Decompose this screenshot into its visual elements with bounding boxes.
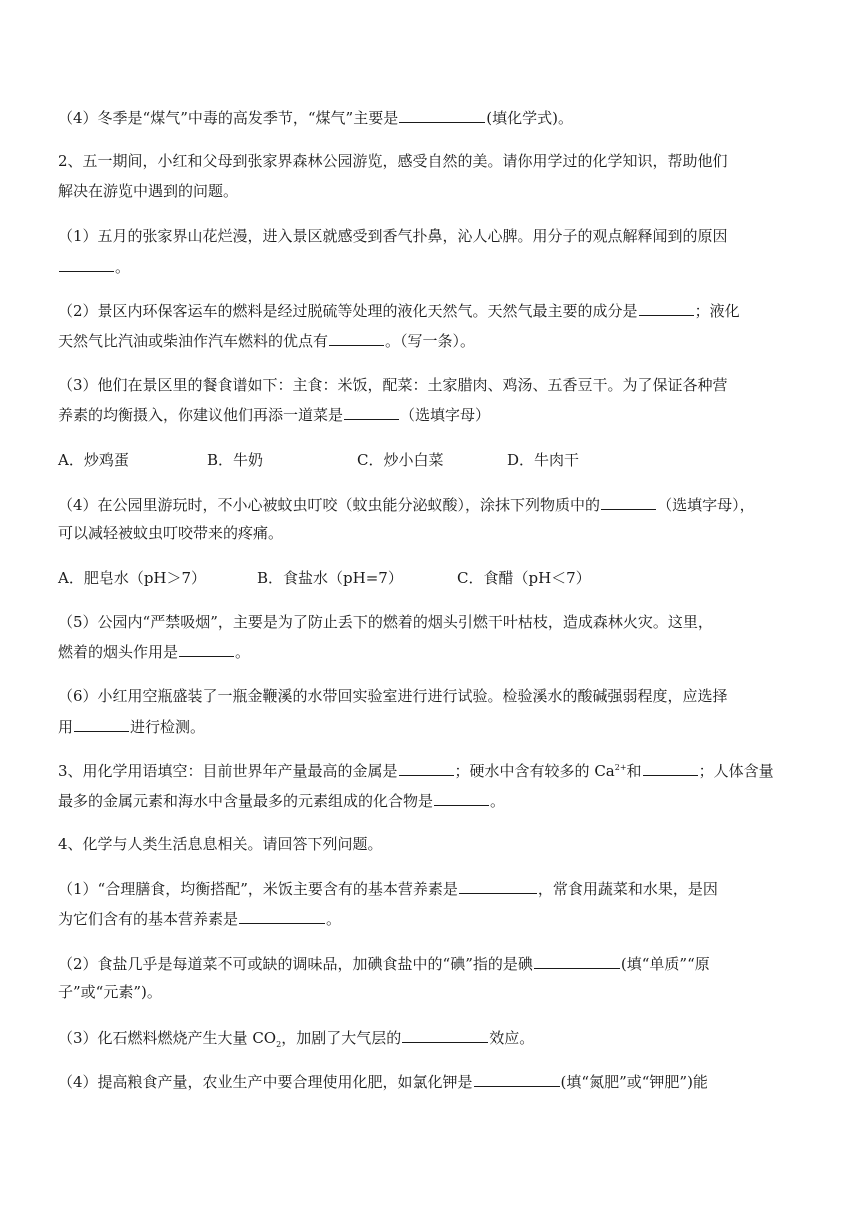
- question-2-2-line2: 天然气比汽油或柴油作汽车燃料的优点有 。（写一条）。: [58, 332, 476, 350]
- answer-blank[interactable]: [239, 908, 325, 924]
- answer-blank[interactable]: [639, 300, 694, 316]
- question-2-3-line2: 养素的均衡摄入，你建议他们再添一道菜是 （选填字母）: [58, 406, 491, 424]
- question-4-4: （4）提高粮食产量，农业生产中要合理使用化肥，如氯化钾是 (填“氮肥”或“钾肥”)能: [58, 1073, 708, 1091]
- option-a[interactable]: A．肥皂水（pH＞7）: [58, 569, 207, 587]
- question-2-3-line1: （3）他们在景区里的餐食谱如下：主食：米饭，配菜：土家腊肉、鸡汤、五香豆干。为了保证各种营: [58, 376, 728, 394]
- option-a[interactable]: A．炒鸡蛋: [58, 451, 129, 469]
- option-b[interactable]: B．食盐水（pH=7）: [257, 569, 403, 587]
- question-2-1-line1: （1）五月的张家界山花烂漫，进入景区就感受到香气扑鼻，沁人心脾。用分子的观点解释闻到的原因: [58, 227, 728, 245]
- question-2-6-line1: （6）小红用空瓶盛装了一瓶金鞭溪的水带回实验室进行进行试验。检验溪水的酸碱强弱程度，应选择: [58, 687, 728, 705]
- option-d[interactable]: D．牛肉干: [507, 451, 580, 469]
- answer-blank[interactable]: [534, 953, 620, 969]
- option-b[interactable]: B．牛奶: [207, 451, 264, 469]
- question-2-6-line2: 用 进行检测。: [58, 718, 206, 736]
- question-2-stem-line2: 解决在游览中遇到的问题。: [58, 182, 239, 200]
- answer-blank[interactable]: [74, 716, 129, 732]
- question-2-5-line1: （5）公园内“严禁吸烟”，主要是为了防止丢下的燃着的烟头引燃干叶枯枝，造成森林火灾。这里，: [58, 613, 713, 631]
- question-4-1-line1: （1）“合理膳食，均衡搭配”，米饭主要含有的基本营养素是 ，常食用蔬菜和水果，是因: [58, 880, 718, 898]
- question-4-2-line1: （2）食盐几乎是每道菜不可或缺的调味品，加碘食盐中的“碘”指的是碘 (填“单质”“原: [58, 955, 710, 973]
- answer-blank[interactable]: [434, 790, 489, 806]
- answer-blank[interactable]: [474, 1071, 560, 1087]
- question-4-stem: 4、化学与人类生活息息相关。请回答下列问题。: [58, 835, 383, 853]
- option-c[interactable]: C．炒小白菜: [357, 451, 444, 469]
- answer-blank[interactable]: [601, 494, 656, 510]
- question-3-line2: 最多的金属元素和海水中含量最多的元素组成的化合物是 。: [58, 792, 506, 810]
- answer-blank[interactable]: [643, 760, 698, 776]
- question-4-2-line2: 子”或“元素”)。: [58, 983, 162, 1001]
- question-1-4: （4）冬季是“煤气”中毒的高发季节，“煤气”主要是 (填化学式)。: [58, 109, 573, 127]
- answer-blank[interactable]: [344, 404, 399, 420]
- question-4-3: （3）化石燃料燃烧产生大量 $CO_2$，加剧了大气层的 效应。: [58, 1029, 535, 1049]
- answer-blank[interactable]: [329, 330, 384, 346]
- question-2-5-line2: 燃着的烟头作用是 。: [58, 643, 251, 661]
- question-2-4-line2: 可以减轻被蚊虫叮咬带来的疼痛。: [58, 524, 284, 542]
- question-2-4-line1: （4）在公园里游玩时，不小心被蚊虫叮咬（蚊虫能分泌蚁酸），涂抹下列物质中的 （选填字母），: [58, 496, 755, 514]
- answer-blank[interactable]: [59, 256, 114, 272]
- answer-blank[interactable]: [459, 878, 537, 894]
- question-4-1-line2: 为它们含有的基本营养素是 。: [58, 910, 342, 928]
- question-2-1-line2: 。: [58, 256, 804, 277]
- answer-blank[interactable]: [179, 641, 234, 657]
- question-2-stem-line1: 2、五一期间，小红和父母到张家界森林公园游览，感受自然的美。请你用学过的化学知识，帮助他们: [58, 152, 728, 170]
- question-2-2-line1: （2）景区内环保客运车的燃料是经过脱硫等处理的液化天然气。天然气最主要的成分是 ；液化: [58, 302, 740, 320]
- option-c[interactable]: C．食醋（pH＜7）: [457, 569, 591, 587]
- answer-blank[interactable]: [399, 107, 485, 123]
- answer-blank[interactable]: [399, 760, 454, 776]
- question-3-line1: 3、用化学用语填空：目前世界年产量最高的金属是 ；硬水中含有较多的 $Ca^{2+}$和 ；人体含量: [58, 762, 774, 780]
- answer-blank[interactable]: [402, 1027, 488, 1043]
